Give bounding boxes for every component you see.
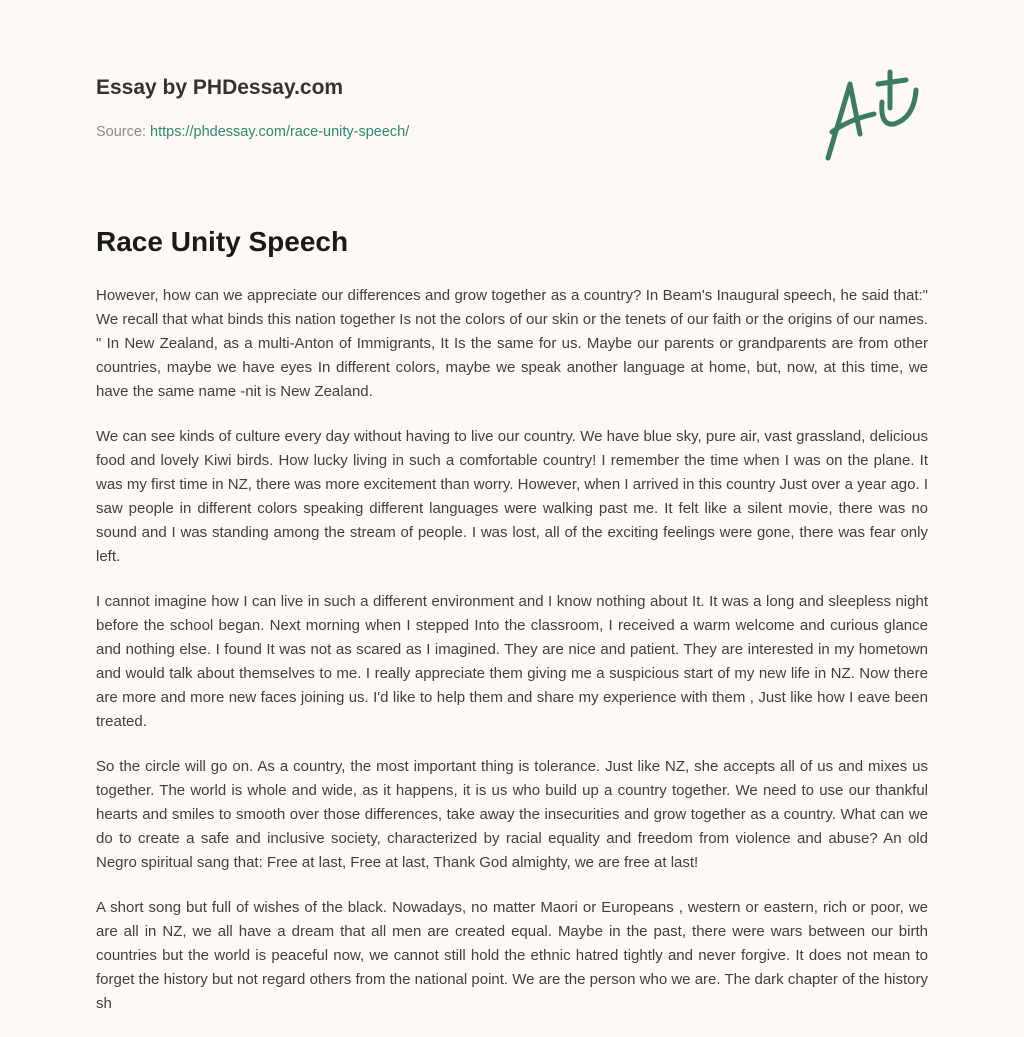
- a-plus-logo-icon: [820, 66, 930, 166]
- essay-title: Race Unity Speech: [96, 226, 349, 257]
- essay-body: [96, 284, 928, 1037]
- source-line: [96, 124, 409, 140]
- source-link[interactable]: https://phdessay.com/race-unity-speech/: [150, 124, 410, 140]
- paragraph: I cannot imagine how I can live in such a different environment and I know nothing about It. It was a long and sleepless night before the school began. Next morning when I stepped Into the classroom, I received a warm welcome and curious glance and nothing else. I found It was not as scared as I imagined. They are nice and patient. They are interested in my hometown and would talk about themselves to me. I really appreciate them giving me a suspicious start of my new life in NZ. Now there are more and more new faces joining us. I'd like to help them and share my experience with them , Just like how I eave been treated.: [96, 593, 928, 730]
- site-brand: Essay by PHDessay.com: [96, 76, 344, 99]
- paragraph: A short song but full of wishes of the black. Nowadays, no matter Maori or Europeans , western or eastern, rich or poor, we are all in NZ, we all have a dream that all men are created equal. Maybe in the past, there were wars between our birth countries but the world is peaceful now, we cannot still hold the ethnic hatred tightly and never forgive. It does not mean to forget the history but not regard others from the national point. We are the person who we are. The dark chapter of the history sh: [96, 899, 928, 1012]
- paragraph: So the circle will go on. As a country, the most important thing is tolerance. Just like NZ, she accepts all of us and mixes us together. The world is whole and wide, as it happens, it is us who build up a country together. We need to use our thankful hearts and smiles to smooth over those differences, take away the insecurities and grow together as a country. What can we do to create a safe and inclusive society, characterized by racial equality and freedom from violence and abuse? An old Negro spiritual sang that: Free at last, Free at last, Thank God almighty, we are free at last!: [96, 758, 928, 871]
- paragraph: We can see kinds of culture every day without having to live our country. We have blue sky, pure air, vast grassland, delicious food and lovely Kiwi birds. How lucky living in such a comfortable country! I remember the time when I was on the plane. It was my first time in NZ, there was more excitement than worry. However, when I arrived in this country Just over a year ago. I saw people in different colors speaking different languages were walking past me. It felt like a silent movie, there was no sound and I was standing among the stream of people. I was lost, all of the exciting feelings were gone, there was fear only left.: [96, 428, 928, 565]
- source-label: Source:: [96, 124, 146, 140]
- paragraph: However, how can we appreciate our differences and grow together as a country? In Beam's Inaugural speech, he said that:" We recall that what binds this nation together Is not the colors of our skin or the tenets of our faith or the origins of our names. " In New Zealand, as a multi-Anton of Immigrants, It Is the same for us. Maybe our parents or grandparents are from other countries, maybe we have eyes In different colors, maybe we speak another language at home, but, now, at this time, we have the same name -nit is New Zealand.: [96, 287, 928, 400]
